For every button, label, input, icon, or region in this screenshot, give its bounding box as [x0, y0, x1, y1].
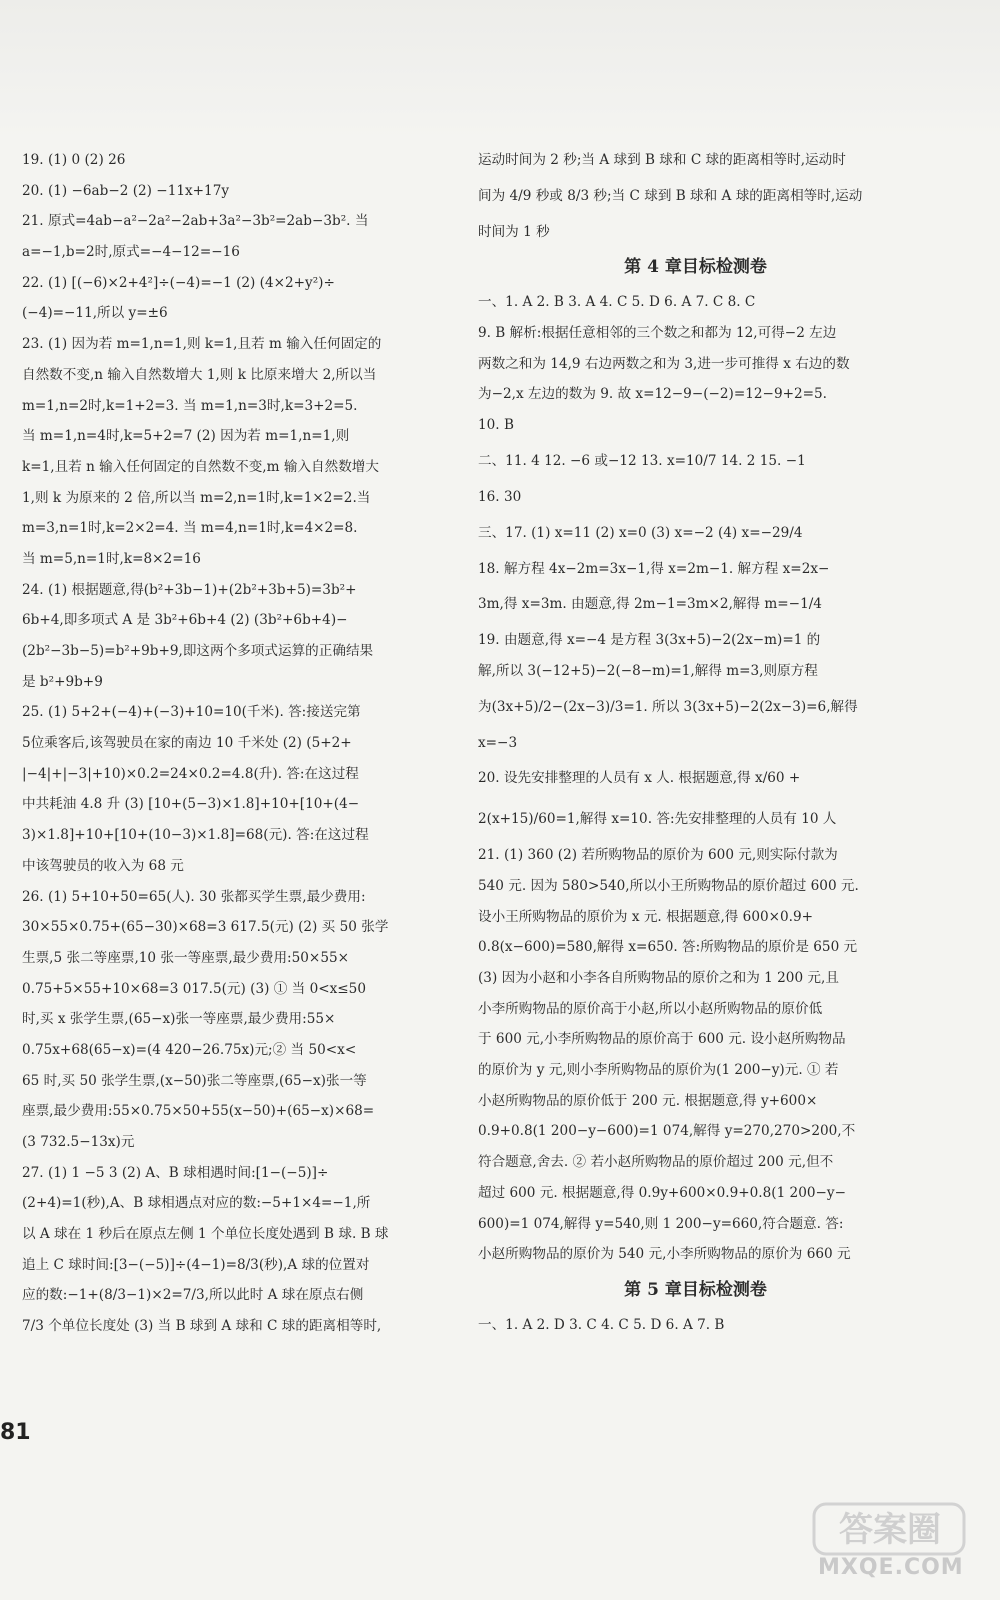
text-line: 26. (1) 5+10+50=65(人). 30 张都买学生票,最少费用:: [22, 888, 366, 905]
text-line: 生票,5 张二等座票,10 张一等座票,最少费用:50×55×: [22, 949, 350, 966]
text-line: 应的数:−1+(8/3−1)×2=7/3,所以此时 A 球在原点右侧: [22, 1287, 364, 1304]
text-line: (−4)=−11,所以 y=±6: [22, 305, 168, 322]
text-line: |−4|+|−3|+10)×0.2=24×0.2=4.8(升). 答:在这过程: [22, 765, 359, 782]
text-line: 24. (1) 根据题意,得(b²+3b−1)+(2b²+3b+5)=3b²+: [22, 581, 357, 598]
text-line: 3m,得 x=3m. 由题意,得 2m−1=3m×2,解得 m=−1/4: [478, 596, 822, 613]
chapter4-title: 第 4 章目标检测卷: [624, 257, 767, 278]
text-line: m=3,n=1时,k=2×2=4. 当 m=4,n=1时,k=4×2=8.: [22, 520, 358, 537]
text-line: 小赵所购物品的原价为 540 元,小李所购物品的原价为 660 元: [478, 1246, 851, 1263]
text-line: (2b²−3b−5)=b²+9b+9,即这两个多项式运算的正确结果: [22, 643, 374, 659]
text-line: 30×55×0.75+(65−30)×68=3 617.5(元) (2) 买 50 张学: [22, 919, 389, 936]
text-line: 小赵所购物品的原价低于 200 元. 根据题意,得 y+600×: [478, 1092, 818, 1109]
text-line: 为−2,x 左边的数为 9. 故 x=12−9−(−2)=12−9+2=5.: [478, 386, 827, 403]
watermark-logo: [812, 1498, 972, 1558]
text-line: 600)=1 074,解得 y=540,则 1 200−y=660,符合题意. 答:: [478, 1215, 844, 1232]
text-line: x=−3: [478, 734, 518, 751]
left-column: [22, 145, 462, 1342]
page-top-shading: [0, 0, 1000, 140]
text-line: 19. 由题意,得 x=−4 是方程 3(3x+5)−2(2x−m)=1 的: [478, 632, 821, 649]
text-line: 7/3 个单位长度处 (3) 当 B 球到 A 球和 C 球的距离相等时,: [22, 1318, 382, 1335]
text-line: 27. (1) 1 −5 3 (2) A、B 球相遇时间:[1−(−5)]÷: [22, 1164, 329, 1181]
text-line: 20. (1) −6ab−2 (2) −11x+17y: [22, 182, 230, 199]
text-line: a=−1,b=2时,原式=−4−12=−16: [22, 244, 240, 261]
text-line: (2+4)=1(秒),A、B 球相遇点对应的数:−5+1×4=−1,所: [22, 1195, 371, 1212]
text-line: 25. (1) 5+2+(−4)+(−3)+10=10(千米). 答:接送完第: [22, 704, 361, 721]
text-line: 20. 设先安排整理的人员有 x 人. 根据题意,得 x/60 +: [478, 770, 801, 787]
text-line: 时间为 1 秒: [478, 223, 550, 240]
text-line: 中该驾驶员的收入为 68 元: [22, 857, 184, 874]
text-line: 65 时,买 50 张学生票,(x−50)张二等座票,(65−x)张一等: [22, 1072, 367, 1089]
text-line: 5位乘客后,该驾驶员在家的南边 10 千米处 (2) (5+2+: [22, 735, 352, 752]
text-line: 9. B 解析:根据任意相邻的三个数之和都为 12,可得−2 左边: [478, 325, 837, 342]
text-line: 自然数不变,n 输入自然数增大 1,则 k 比原来增大 2,所以当: [22, 366, 377, 383]
text-line: 间为 4/9 秒或 8/3 秒;当 C 球到 B 球和 A 球的距离相等时,运动: [478, 187, 863, 204]
text-line: 座票,最少费用:55×0.75×50+55(x−50)+(65−x)×68=: [22, 1103, 375, 1120]
text-line: 是 b²+9b+9: [22, 673, 103, 690]
text-line: 运动时间为 2 秒;当 A 球到 B 球和 C 球的距离相等时,运动时: [478, 152, 846, 168]
text-line: 0.75+5×55+10×68=3 017.5(元) (3) ① 当 0<x≤50: [22, 980, 366, 997]
text-line: 18. 解方程 4x−2m=3x−1,得 x=2m−1. 解方程 x=2x−: [478, 560, 830, 577]
text-line: 当 m=1,n=4时,k=5+2=7 (2) 因为若 m=1,n=1,则: [22, 428, 350, 445]
text-line: 21. 原式=4ab−a²−2a²−2ab+3a²−3b²=2ab−3b². 当: [22, 213, 369, 230]
text-line: 超过 600 元. 根据题意,得 0.9y+600×0.9+0.8(1 200−y−: [478, 1184, 846, 1201]
text-line: 540 元. 因为 580>540,所以小王所购物品的原价超过 600 元.: [478, 877, 859, 894]
text-line: 二、11. 4 12. −6 或−12 13. x=10/7 14. 2 15. −1: [478, 452, 806, 469]
text-line: 小李所购物品的原价高于小赵,所以小赵所购物品的原价低: [478, 1000, 823, 1017]
text-line: 1,则 k 为原来的 2 倍,所以当 m=2,n=1时,k=1×2=2.当: [22, 489, 371, 506]
text-line: 符合题意,舍去. ② 若小赵所购物品的原价超过 200 元,但不: [478, 1154, 834, 1171]
text-line: 的原价为 y 元,则小李所购物品的原价为(1 200−y)元. ① 若: [478, 1062, 839, 1079]
text-line: 2(x+15)/60=1,解得 x=10. 答:先安排整理的人员有 10 人: [478, 811, 837, 828]
text-line: 19. (1) 0 (2) 26: [22, 152, 126, 168]
text-line: 两数之和为 14,9 右边两数之和为 3,进一步可推得 x 右边的数: [478, 355, 850, 372]
right-column: [478, 145, 913, 1341]
text-line: (3 732.5−13x)元: [22, 1134, 135, 1150]
text-line: 10. B: [478, 417, 514, 434]
text-line: 解,所以 3(−12+5)−2(−8−m)=1,解得 m=3,则原方程: [478, 662, 818, 679]
chapter5-title: 第 5 章目标检测卷: [624, 1279, 767, 1300]
text-line: 一、1. A 2. D 3. C 4. C 5. D 6. A 7. B: [478, 1316, 725, 1333]
text-line: m=1,n=2时,k=1+2=3. 当 m=1,n=3时,k=3+2=5.: [22, 397, 358, 414]
text-line: 0.9+0.8(1 200−y−600)=1 074,解得 y=270,270>200,不: [478, 1123, 856, 1140]
text-line: 0.8(x−600)=580,解得 x=650. 答:所购物品的原价是 650 元: [478, 939, 858, 956]
text-line: 追上 C 球时间:[3−(−5)]÷(4−1)=8/3(秒),A 球的位置对: [22, 1256, 370, 1273]
text-line: 时,买 x 张学生票,(65−x)张一等座票,最少费用:55×: [22, 1011, 336, 1028]
text-line: 中共耗油 4.8 升 (3) [10+(5−3)×1.8]+10+[10+(4−: [22, 796, 360, 813]
text-line: 一、1. A 2. B 3. A 4. C 5. D 6. A 7. C 8. C: [478, 294, 756, 311]
text-line: 设小王所购物品的原价为 x 元. 根据题意,得 600×0.9+: [478, 908, 814, 925]
text-line: 6b+4,即多项式 A 是 3b²+6b+4 (2) (3b²+6b+4)−: [22, 612, 348, 629]
text-line: 22. (1) [(−6)×2+4²]÷(−4)=−1 (2) (4×2+y²)÷: [22, 274, 335, 291]
text-line: 23. (1) 因为若 m=1,n=1,则 k=1,且若 m 输入任何固定的: [22, 336, 382, 353]
text-line: 16. 30: [478, 488, 522, 505]
text-line: 21. (1) 360 (2) 若所购物品的原价为 600 元,则实际付款为: [478, 847, 838, 864]
svg-text:答案圈: 答案圈: [839, 1510, 941, 1550]
page-number: 81: [0, 1420, 31, 1445]
watermark-url: MXQE.COM: [818, 1555, 964, 1580]
text-line: 3)×1.8]+10+[10+(10−3)×1.8]=68(元). 答:在这过程: [22, 827, 369, 844]
text-line: k=1,且若 n 输入任何固定的自然数不变,m 输入自然数增大: [22, 458, 379, 475]
text-line: (3) 因为小赵和小李各自所购物品的原价之和为 1 200 元,且: [478, 970, 839, 986]
text-line: 于 600 元,小李所购物品的原价高于 600 元. 设小赵所购物品: [478, 1031, 846, 1048]
text-line: 三、17. (1) x=11 (2) x=0 (3) x=−2 (4) x=−29/4: [478, 524, 803, 541]
text-line: 0.75x+68(65−x)=(4 420−26.75x)元;② 当 50<x<: [22, 1041, 357, 1058]
text-line: 当 m=5,n=1时,k=8×2=16: [22, 550, 201, 567]
text-line: 为(3x+5)/2−(2x−3)/3=1. 所以 3(3x+5)−2(2x−3)=6,解得: [478, 698, 858, 715]
text-line: 以 A 球在 1 秒后在原点左侧 1 个单位长度处遇到 B 球. B 球: [22, 1226, 389, 1243]
